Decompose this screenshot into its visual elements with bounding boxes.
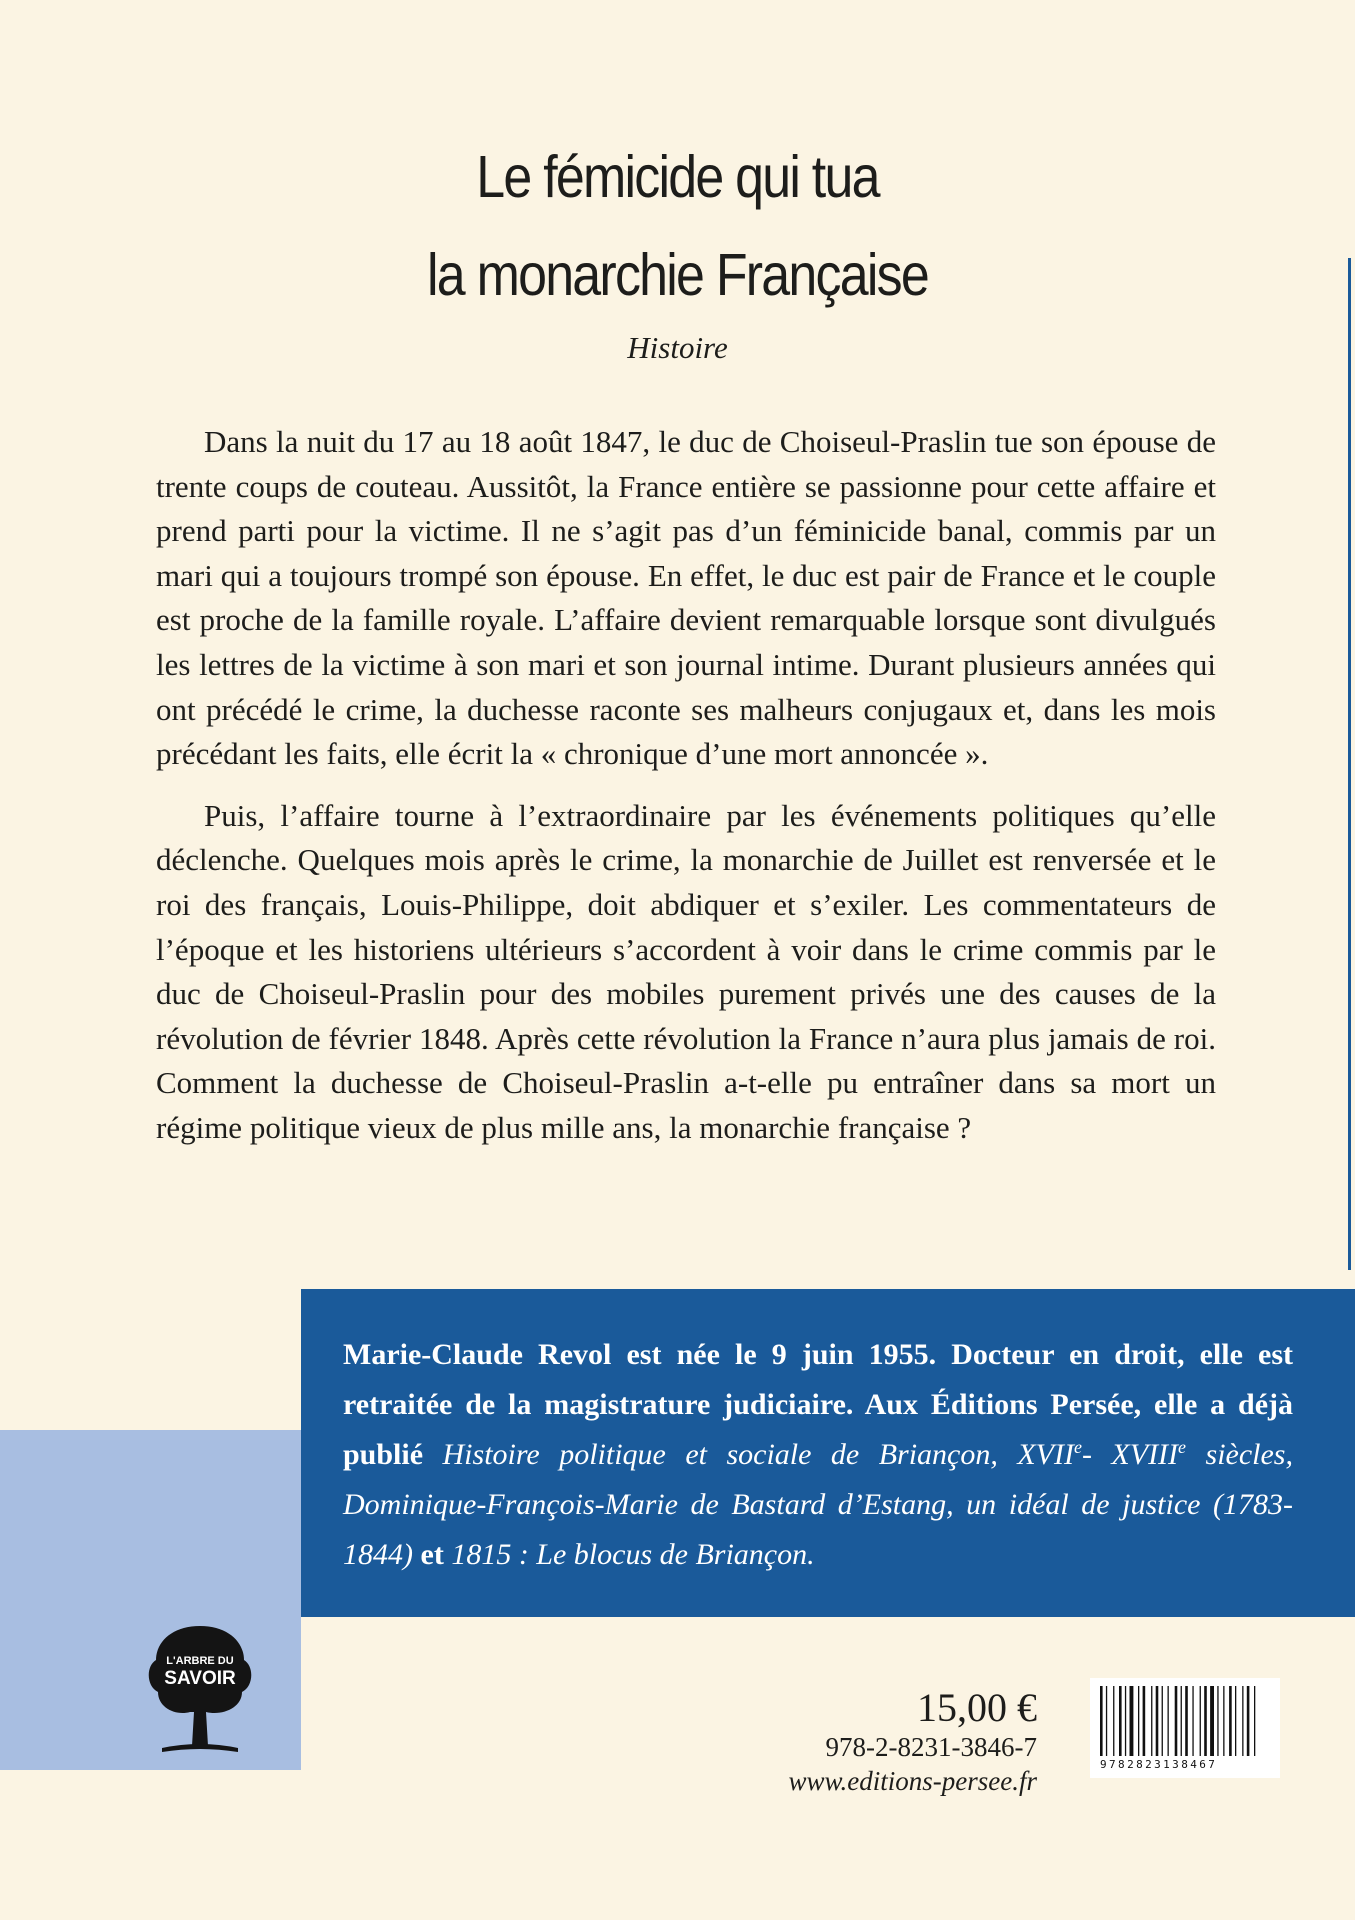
bio-connector: et <box>413 1538 452 1571</box>
bio-work-1: Histoire politique et sociale de Briançon, XVIIe- XVIIIe siècles, Dominique-François-Marie de Bastard d’Estang, un idéal de justice (1783-1844) <box>343 1437 1293 1571</box>
price: 15,00 € <box>917 1685 1037 1730</box>
bio-intro: Marie-Claude Revol est née le 9 juin 1955. Docteur en droit, elle est retraitée de la magistrature judiciaire. Aux Éditions Persée, elle a déjà publié <box>343 1338 1293 1471</box>
book-title <box>81 128 1273 324</box>
genre-label: Histoire <box>627 330 728 365</box>
logo-line-1: L'ARBRE DU <box>166 1655 234 1667</box>
title-line-2: la monarchie Française <box>427 242 928 308</box>
author-bio <box>343 1330 1293 1580</box>
synopsis-paragraph-1: Dans la nuit du 17 au 18 août 1847, le duc de Choiseul-Praslin tue son épouse de trente coups de couteau. Aussitôt, la France entière se passionne pour cette affaire et prend parti pour la victime. Il ne s’agit pas d’un féminicide banal, commis par un mari qui a toujours trompé son épouse. En effet, le duc est pair de France et le couple est proche de la famille royale. L’affaire devient remarquable lorsque sont divulgués les lettres de la victime à son mari et son journal intime. Durant plusieurs années qui ont précédé le crime, la duchesse raconte ses malheurs conjugaux et, dans les mois précédant les faits, elle écrit la « chronique d’une mort annoncée ». <box>156 424 1216 772</box>
synopsis-paragraph-2: Puis, l’affaire tourne à l’extraordinaire par les événements politiques qu’elle déclenche. Quelques mois après le crime, la monarchie de Juillet est renversée et le roi des français, Louis-Philippe, doit abdiquer et s’exiler. Les commentateurs de l’époque et les historiens ultérieurs s’accordent à voir dans le crime commis par le duc de Choiseul-Praslin pour des mobiles purement privés une des causes de la révolution de février 1848. Après cette révolution la France n’aura plus jamais de roi. Comment la duchesse de Choiseul-Praslin a-t-elle pu entraîner dans sa mort un régime politique vieux de plus mille ans, la monarchie française ? <box>156 797 1216 1145</box>
title-line-1: Le fémicide qui tua <box>476 144 879 210</box>
bio-work-2: 1815 : Le blocus de Briançon. <box>451 1538 815 1571</box>
synopsis <box>156 420 1216 1151</box>
spine-edge-line <box>1348 258 1351 1270</box>
barcode-digits: 9782823138467 <box>1100 1758 1218 1771</box>
isbn: 978-2-8231-3846-7 <box>825 1732 1037 1762</box>
publisher-url: www.editions-persee.fr <box>788 1766 1037 1796</box>
tree-icon <box>142 1620 258 1760</box>
logo-line-2: SAVOIR <box>164 1668 236 1689</box>
